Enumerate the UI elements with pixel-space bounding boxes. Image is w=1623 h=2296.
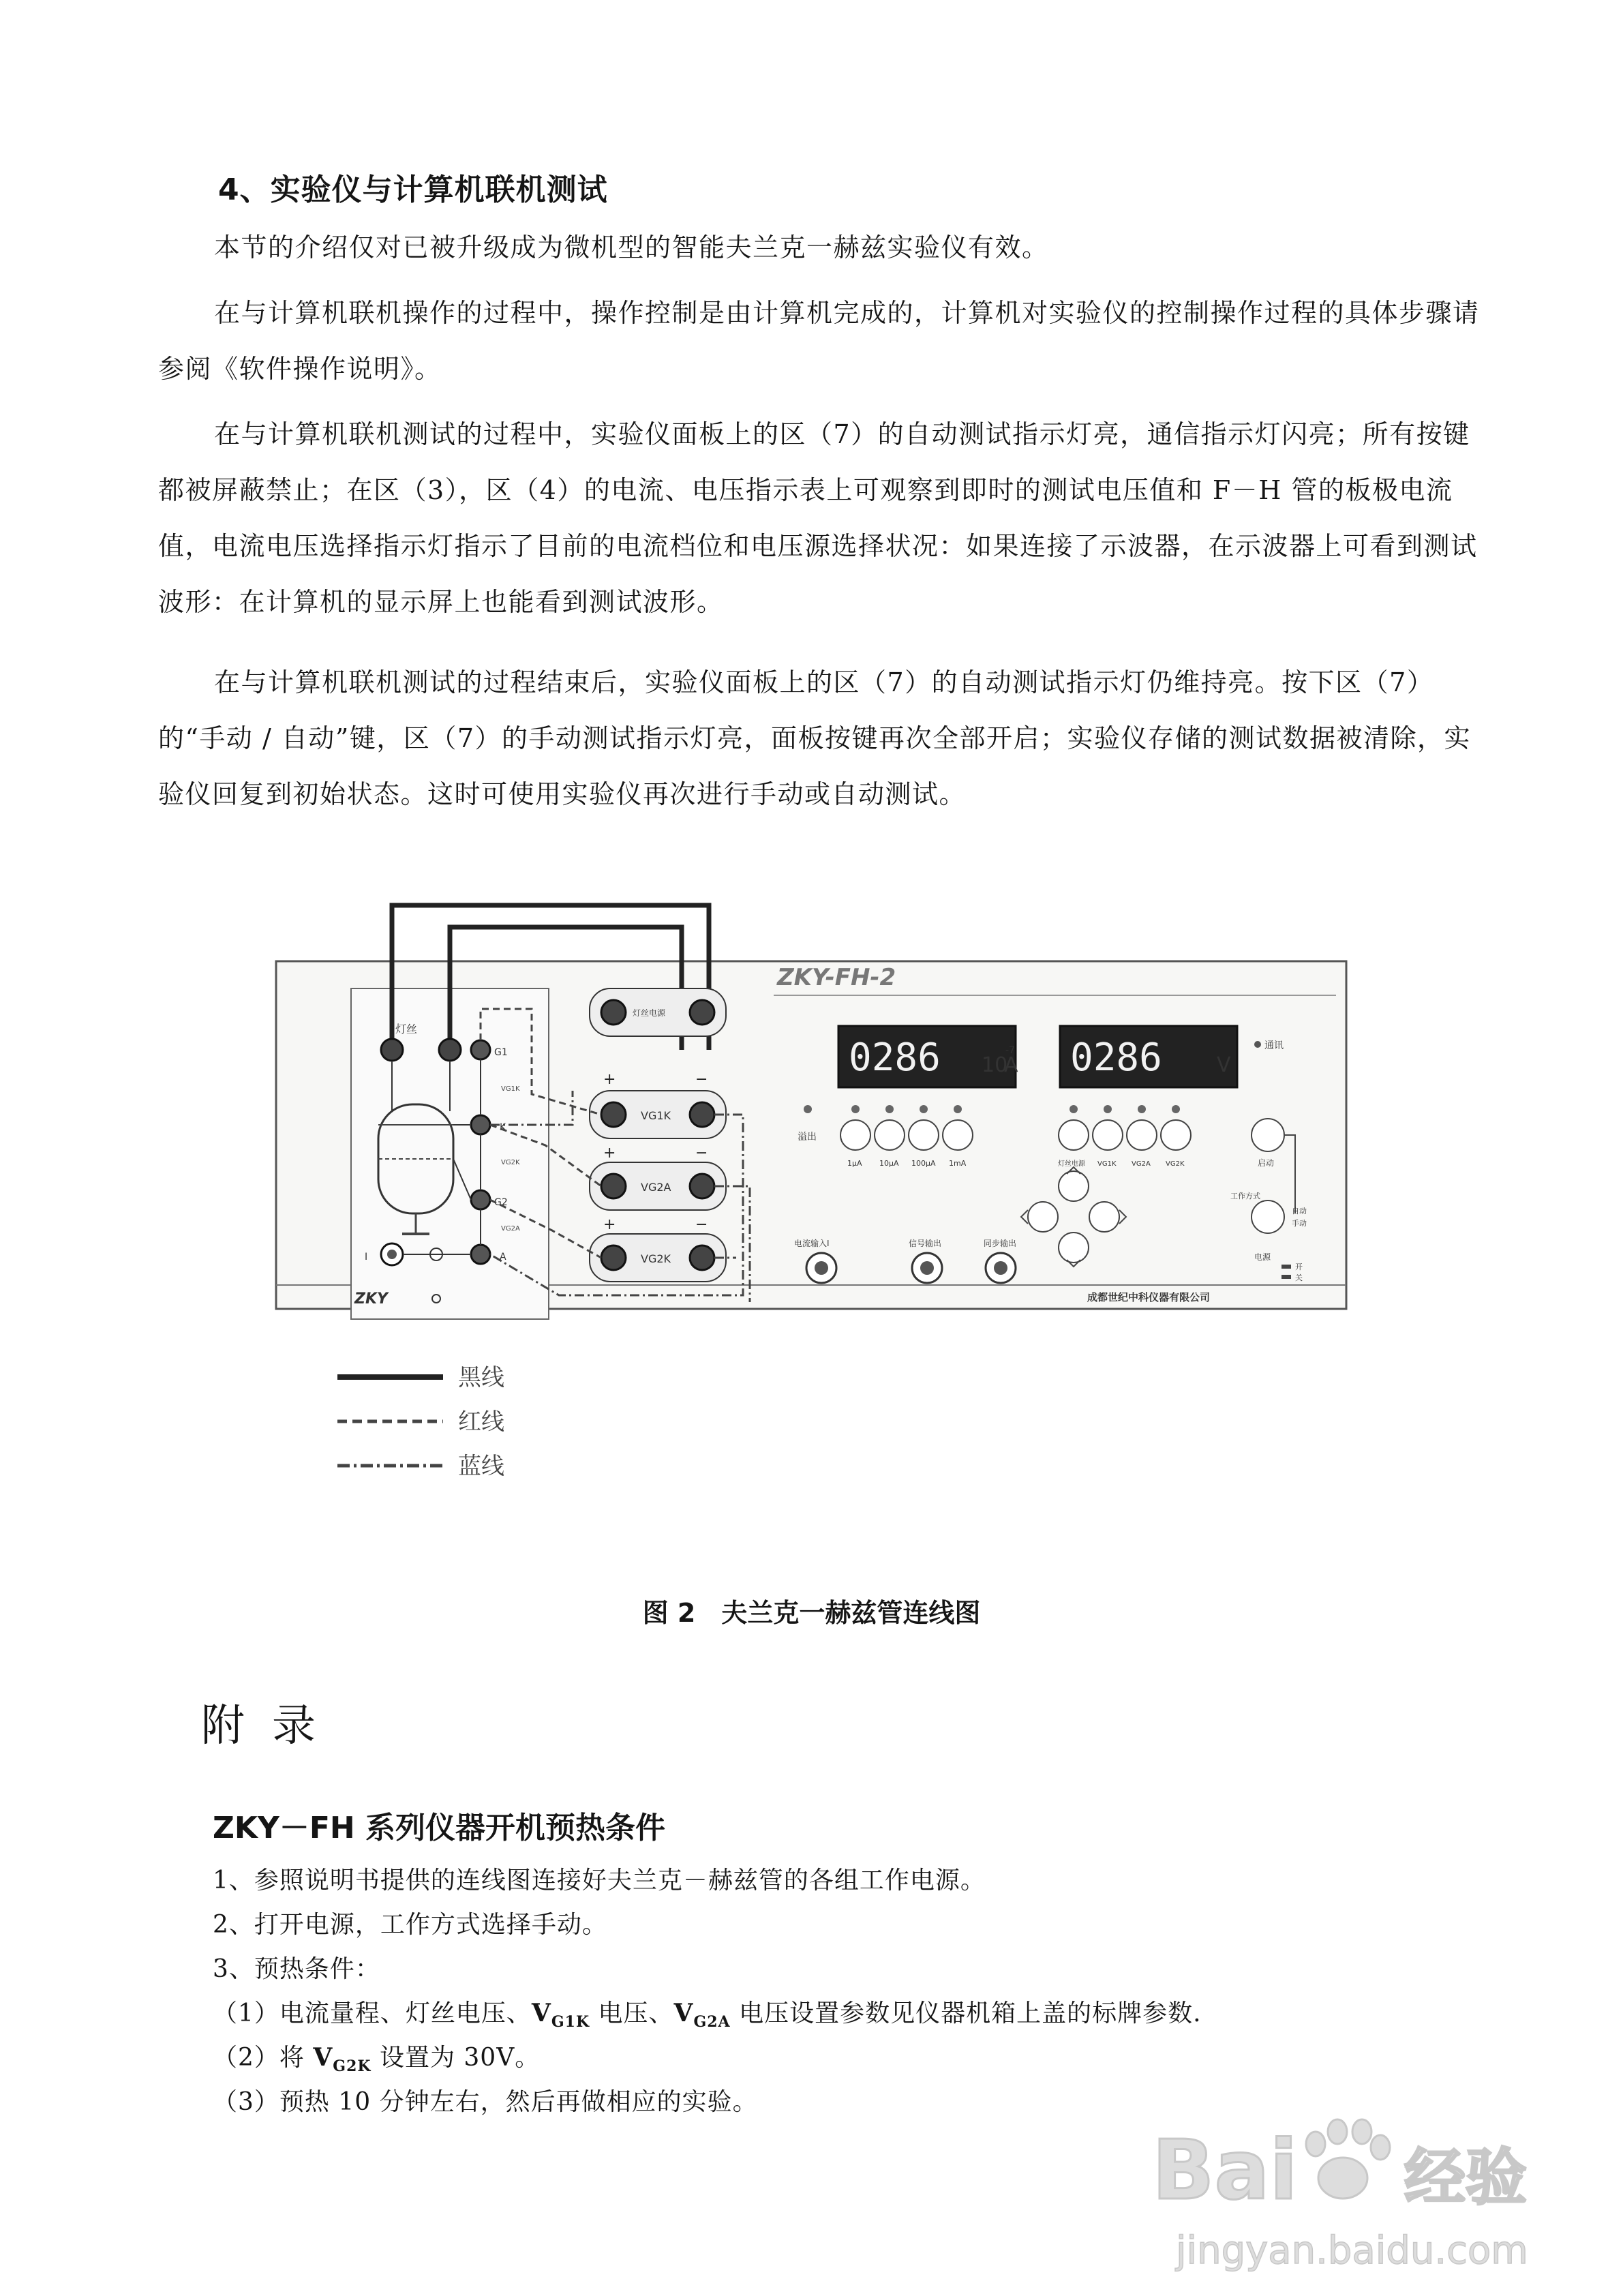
current-display-value: 0286	[849, 1036, 941, 1080]
voltage-select-button-1[interactable]	[1059, 1120, 1089, 1150]
down-arrow-button[interactable]	[1059, 1233, 1089, 1263]
filament-supply-label: 灯丝电源	[633, 1008, 666, 1018]
current-range-button-3[interactable]	[909, 1120, 939, 1150]
mode-manual-label: 手动	[1292, 1219, 1307, 1228]
power-on-label: 开	[1295, 1263, 1303, 1271]
tube-label-a: A	[500, 1252, 506, 1263]
sync-output-label: 同步输出	[984, 1239, 1017, 1248]
voltage-select-label-4: VG2K	[1166, 1160, 1185, 1168]
appendix-item-3: （3）预热 10 分钟左右，然后再做相应的实验。	[213, 2088, 758, 2116]
appendix-subtitle: ZKY－FH 系列仪器开机预热条件	[213, 1811, 666, 1845]
voltage-unit: V	[1217, 1053, 1231, 1077]
model-label: ZKY-FH-2	[777, 964, 896, 991]
brand-logo: ZKY	[354, 1290, 388, 1308]
paragraph-2: 在与计算机联机操作的过程中，操作控制是由计算机完成的，计算机对实验仪的控制操作过程的具体步骤请参阅《软件操作说明》。	[158, 298, 1480, 384]
baidu-paw-icon	[1306, 2119, 1390, 2199]
section-title: 4、实验仪与计算机联机测试	[218, 172, 608, 207]
appendix-item-1: （1）电流量程、灯丝电压、$V_{G1K}$ 电压、$V_{G2A}$ 电压设置参数见仪器机箱上盖的标牌参数.	[213, 1999, 1202, 2031]
svg-text:+: +	[603, 1216, 616, 1233]
vg2a-terminal-label: VG2A	[641, 1181, 671, 1194]
appendix-line-1: 1、参照说明书提供的连线图连接好夫兰克－赫兹管的各组工作电源。	[213, 1867, 986, 1894]
wiring-diagram	[273, 886, 1363, 1534]
mode-button[interactable]	[1252, 1200, 1284, 1233]
mode-auto-label: 自动	[1292, 1207, 1307, 1215]
svg-text:+: +	[603, 1071, 616, 1088]
power-off-label: 关	[1295, 1273, 1303, 1282]
comm-indicator-label: 通讯	[1264, 1040, 1284, 1051]
current-unit-exp: -7	[1005, 1045, 1015, 1056]
svg-text:+: +	[603, 1145, 616, 1162]
current-range-label-4: 1mA	[949, 1159, 967, 1168]
start-button[interactable]	[1252, 1119, 1284, 1151]
wiring-diagram-figure	[273, 886, 1363, 1534]
current-range-label-1: 1μA	[847, 1159, 862, 1168]
mode-label: 工作方式	[1230, 1192, 1260, 1200]
current-range-label-2: 10μA	[879, 1159, 899, 1168]
voltage-select-label-1: 灯丝电源	[1058, 1160, 1085, 1168]
signal-output-label: 信号输出	[909, 1239, 942, 1248]
appendix-title: 附录	[201, 1701, 343, 1751]
vg2k-terminal-label: VG2K	[641, 1252, 671, 1265]
tube-label-g1: G1	[494, 1047, 508, 1058]
paragraph-3: 在与计算机联机测试的过程中，实验仪面板上的区（7）的自动测试指示灯亮，通信指示灯闪亮；所有按键都被屏蔽禁止；在区（3），区（4）的电流、电压指示表上可观察到即时的测试电压值和 F－H 管的板极电流值，电流电压选择指示灯指示了目前的电流档位和电压源选择状况：如果连接了示波器，在示波器上可看到测试波形：在计算机的显示屏上也能看到测试波形。	[158, 419, 1478, 617]
svg-text:−: −	[695, 1216, 708, 1233]
voltage-select-label-2: VG1K	[1097, 1160, 1117, 1168]
legend-label-red: 红线	[458, 1408, 504, 1436]
current-range-button-4[interactable]	[943, 1120, 973, 1150]
figure-caption: 图 2 夫兰克一赫兹管连线图	[642, 1598, 981, 1628]
baidu-jingyan-watermark	[1145, 2096, 1541, 2280]
company-name: 成都世纪中科仪器有限公司	[1087, 1291, 1211, 1303]
watermark-brand-left: Bai	[1152, 2124, 1298, 2218]
current-unit-base: 10	[982, 1053, 1008, 1077]
paragraph-4: 在与计算机联机测试的过程结束后，实验仪面板上的区（7）的自动测试指示灯仍维持亮。按下区（7）的“手动 / 自动”键，区（7）的手动测试指示灯亮，面板按键再次全部开启；实验仪存储的测试数据被清除，实验仪回复到初始状态。这时可使用实验仪再次进行手动或自动测试。	[158, 667, 1471, 809]
current-range-label-3: 100μA	[911, 1159, 936, 1168]
watermark-url: jingyan.baidu.com	[1176, 2229, 1528, 2273]
vg1k-terminal-label: VG1K	[641, 1109, 671, 1122]
current-range-button-1[interactable]	[840, 1120, 870, 1150]
tube-label-vg2k: VG2K	[501, 1159, 520, 1166]
voltage-select-button-2[interactable]	[1093, 1120, 1123, 1150]
overflow-label: 溢出	[798, 1132, 817, 1143]
current-unit-suffix: A	[1004, 1053, 1018, 1077]
power-switch[interactable]	[1281, 1265, 1291, 1269]
power-label: 电源	[1254, 1252, 1271, 1262]
watermark-brand-right: 经验	[1404, 2142, 1527, 2214]
voltage-select-label-3: VG2A	[1132, 1160, 1151, 1168]
tube-label-vg2a: VG2A	[501, 1225, 520, 1233]
tube-label-k: K	[500, 1122, 506, 1133]
legend-label-blue: 蓝线	[458, 1453, 504, 1480]
appendix-line-2: 2、打开电源，工作方式选择手动。	[213, 1911, 607, 1939]
appendix-line-3: 3、预热条件：	[213, 1955, 380, 1983]
svg-text:−: −	[695, 1145, 708, 1162]
right-arrow-button[interactable]	[1089, 1202, 1119, 1232]
tube-label-vg1k: VG1K	[501, 1085, 520, 1093]
appendix-item-2: （2）将 $V_{G2K}$ 设置为 30V。	[213, 2043, 541, 2076]
voltage-select-button-3[interactable]	[1127, 1120, 1157, 1150]
left-arrow-button[interactable]	[1028, 1202, 1058, 1232]
tube-label-g2: G2	[494, 1197, 508, 1208]
voltage-display-value: 0286	[1070, 1036, 1162, 1080]
up-arrow-button[interactable]	[1059, 1171, 1089, 1201]
legend-label-black: 黑线	[458, 1364, 504, 1391]
voltage-select-button-4[interactable]	[1161, 1120, 1191, 1150]
paragraph-1: 本节的介绍仅对已被升级成为微机型的智能夫兰克一赫兹实验仪有效。	[214, 232, 1049, 262]
tube-label-filament: 灯丝	[395, 1023, 418, 1036]
svg-text:−: −	[695, 1071, 708, 1088]
tube-label-i: I	[365, 1252, 368, 1263]
current-range-button-2[interactable]	[875, 1120, 905, 1150]
current-input-label: 电流输入I	[794, 1239, 830, 1248]
start-label: 启动	[1258, 1158, 1275, 1168]
